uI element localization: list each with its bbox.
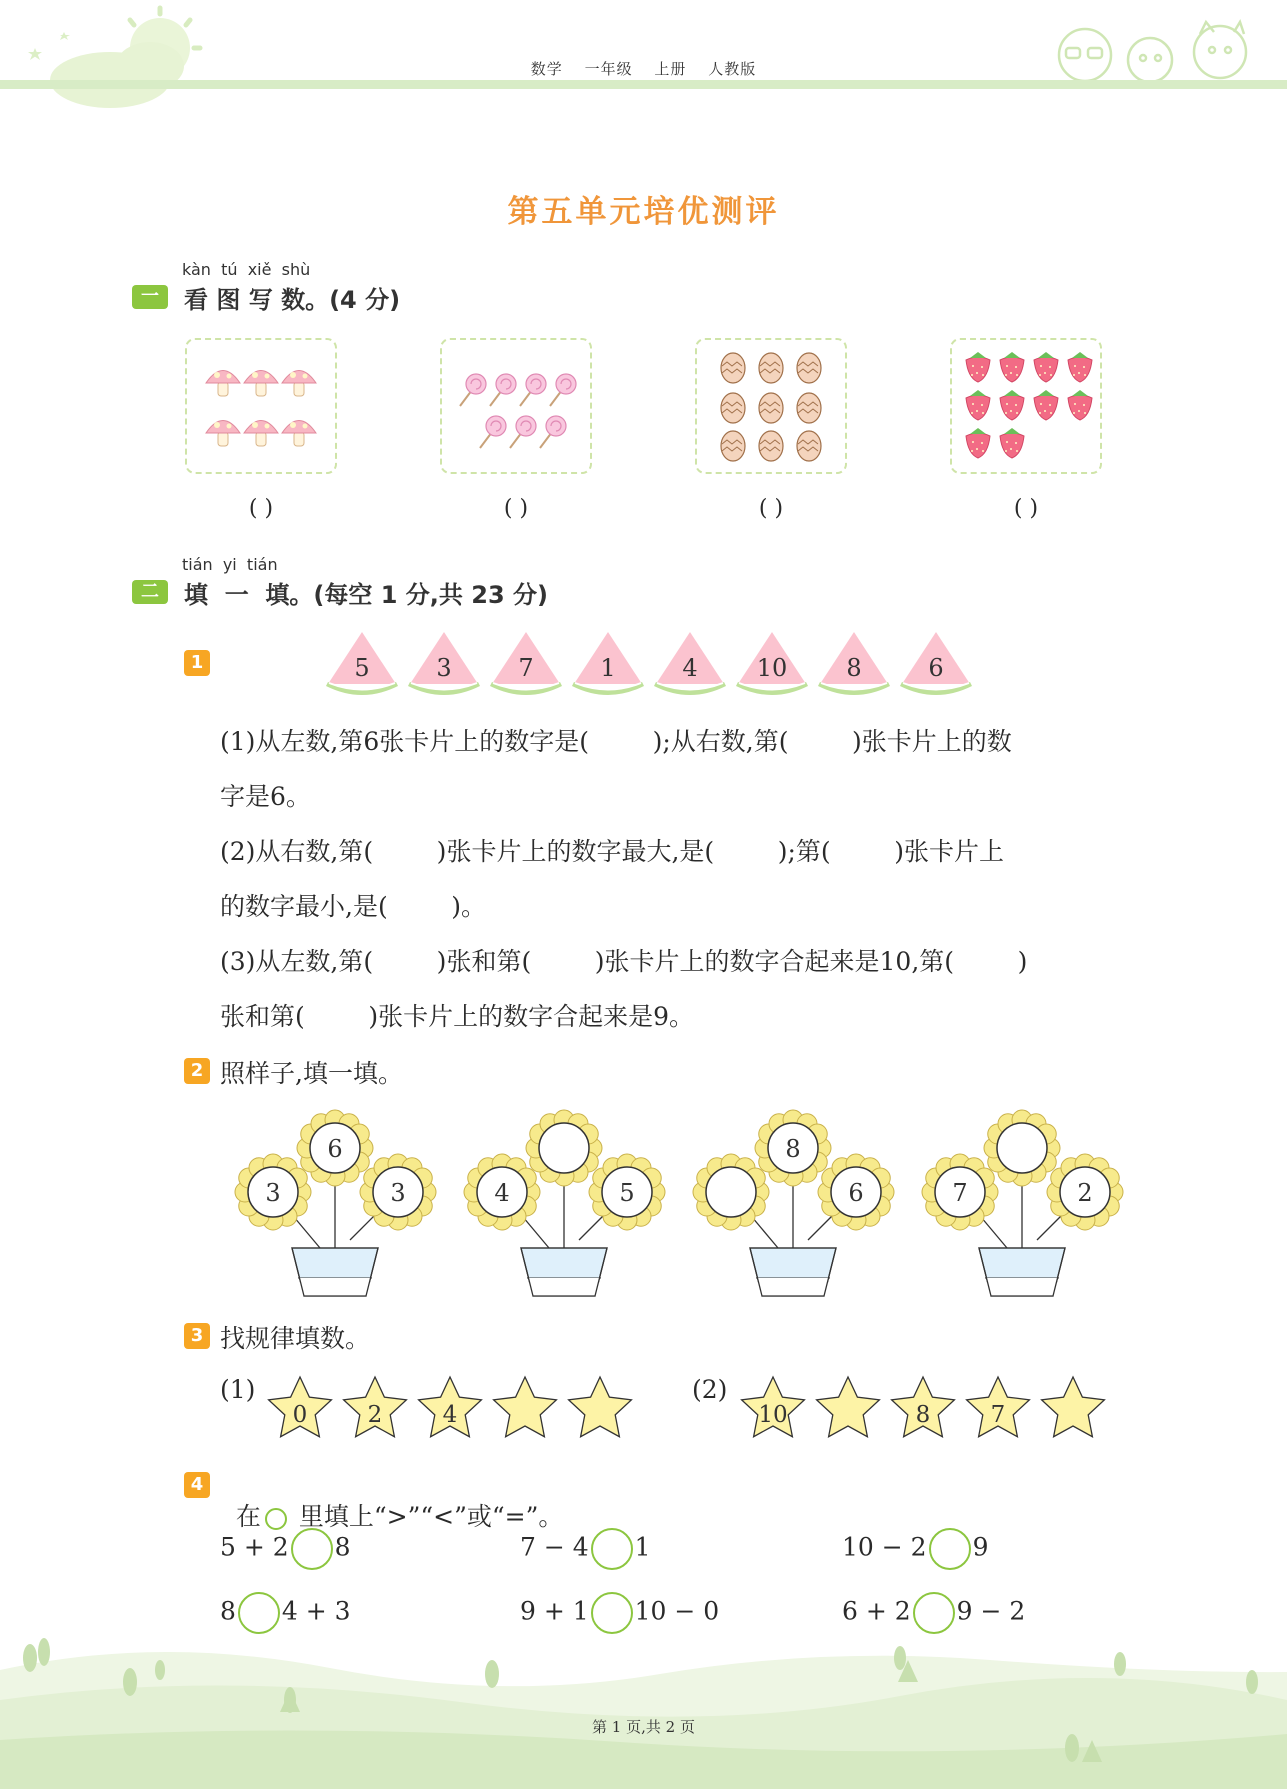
star-sequences <box>260 1370 1110 1450</box>
header-grade: 一年级 <box>584 60 633 78</box>
watermelon-card <box>818 632 890 695</box>
mushroom-icon <box>206 421 240 447</box>
question1-number: 1 <box>184 650 210 676</box>
strawberry-icon <box>1068 352 1092 382</box>
mushroom-icon <box>187 340 335 472</box>
flower-pot <box>464 1110 665 1296</box>
star <box>344 1377 407 1437</box>
q4-text-before: 在 <box>235 1502 261 1531</box>
header-text <box>0 58 1287 79</box>
flower <box>464 1154 540 1230</box>
strawberry-icon <box>966 428 990 458</box>
q1-line: (3)从左数,第( )张和第( )张卡片上的数字合起来是10,第( ) <box>220 947 1028 976</box>
section2-pinyin: tián yi tián <box>182 555 278 574</box>
egg-icon <box>797 393 821 423</box>
lollipop-icon <box>510 416 536 448</box>
star-number: 8 <box>915 1402 931 1428</box>
answer-blank[interactable]: ( ) <box>248 496 274 521</box>
picture-box-mushrooms <box>185 338 337 474</box>
header-volume: 上册 <box>654 60 687 78</box>
compare-item <box>520 1528 651 1570</box>
answer-blank[interactable]: ( ) <box>503 496 529 521</box>
lollipop-icon <box>520 374 546 406</box>
compare-left: 10 − 2 <box>842 1532 927 1562</box>
card-number: 1 <box>600 654 616 682</box>
star <box>1042 1377 1105 1437</box>
egg-icon <box>721 431 745 461</box>
compare-left: 6 + 2 <box>842 1596 911 1626</box>
compare-right: 9 − 2 <box>956 1596 1026 1626</box>
flower-number: 2 <box>1077 1179 1093 1207</box>
egg-icon <box>697 340 845 472</box>
star-number: 4 <box>442 1402 458 1428</box>
flower-number: 8 <box>785 1135 801 1163</box>
strawberry-icon <box>1068 390 1092 420</box>
egg-icon <box>759 431 783 461</box>
card-number: 6 <box>928 654 944 682</box>
header-subject: 数学 <box>530 60 563 78</box>
question2-text: 照样子,填一填。 <box>220 1059 403 1088</box>
question2-number: 2 <box>184 1058 210 1084</box>
star-shape[interactable] <box>1042 1377 1105 1437</box>
header-bar <box>0 80 1287 89</box>
compare-left: 9 + 1 <box>520 1596 589 1626</box>
watermelon-card <box>572 632 644 695</box>
flower <box>526 1110 602 1186</box>
star <box>742 1377 805 1437</box>
answer-blank[interactable]: ( ) <box>758 496 784 521</box>
section2-score: 。(每空 1 分,共 23 分) <box>289 581 548 609</box>
watermelon-card <box>408 632 480 695</box>
compare-circle[interactable] <box>591 1592 633 1634</box>
section1-title: 看 图 写 数 <box>184 286 306 314</box>
mushroom-icon <box>244 371 278 397</box>
star-number: 7 <box>990 1402 1006 1428</box>
watermelon-cards <box>320 628 1000 700</box>
strawberry-icon <box>1000 428 1024 458</box>
flower-number: 3 <box>390 1179 406 1207</box>
flower-number: 6 <box>848 1179 864 1207</box>
q3-part1-label: (1) <box>220 1375 256 1404</box>
mushroom-icon <box>282 371 316 397</box>
q1-line: 字是6。 <box>220 782 311 811</box>
page-title: 第五单元培优测评 <box>507 194 780 230</box>
star <box>569 1377 632 1437</box>
egg-icon <box>797 431 821 461</box>
flower-number: 3 <box>265 1179 281 1207</box>
card-number: 5 <box>354 654 370 682</box>
header-edition: 人教版 <box>708 60 757 78</box>
strawberry-icon <box>966 352 990 382</box>
flower <box>984 1110 1060 1186</box>
flower-number: 4 <box>494 1179 510 1207</box>
q1-line: 的数字最小,是( )。 <box>220 892 487 921</box>
star-shape[interactable] <box>817 1377 880 1437</box>
q1-line: (1)从左数,第6张卡片上的数字是( );从右数,第( )张卡片上的数 <box>220 727 1012 756</box>
star <box>269 1377 332 1437</box>
compare-item <box>520 1592 719 1634</box>
watermelon-card <box>900 632 972 695</box>
section2-badge: 二 <box>132 580 168 604</box>
strawberry-icon <box>1000 352 1024 382</box>
flower-pot <box>235 1110 436 1296</box>
answer-blank[interactable]: ( ) <box>1013 496 1039 521</box>
section1-score: 。(4 分) <box>305 286 401 314</box>
q1-line: (2)从右数,第( )张卡片上的数字最大,是( );第( )张卡片上 <box>220 837 1004 866</box>
flower <box>755 1110 831 1186</box>
footer-landscape <box>0 1630 1287 1789</box>
section1-heading <box>184 280 400 315</box>
star <box>817 1377 880 1437</box>
section1-pinyin: kàn tú xiě shù <box>182 260 311 279</box>
star <box>892 1377 955 1437</box>
question3-number: 3 <box>184 1323 210 1349</box>
compare-right: 10 − 0 <box>634 1596 720 1626</box>
flower <box>297 1110 373 1186</box>
lollipop-icon <box>480 416 506 448</box>
star-shape[interactable] <box>569 1377 632 1437</box>
strawberry-icon <box>952 340 1100 472</box>
compare-item <box>842 1592 1025 1634</box>
section1-badge: 一 <box>132 285 168 309</box>
page-footer: 第 1 页,共 2 页 <box>592 1718 695 1736</box>
compare-right: 4 + 3 <box>281 1596 351 1626</box>
egg-icon <box>759 393 783 423</box>
flower-number: 5 <box>619 1179 635 1207</box>
strawberry-icon <box>1034 352 1058 382</box>
flower <box>235 1154 311 1230</box>
flower-pot <box>922 1110 1123 1296</box>
flower-number: 7 <box>952 1179 968 1207</box>
mushroom-icon <box>206 371 240 397</box>
section2-heading <box>184 575 548 610</box>
star-number: 0 <box>292 1402 308 1428</box>
flower-number: 6 <box>327 1135 343 1163</box>
egg-icon <box>721 393 745 423</box>
picture-box-strawberries <box>950 338 1102 474</box>
strawberry-icon <box>966 390 990 420</box>
compare-circle[interactable] <box>591 1528 633 1570</box>
flower <box>922 1154 998 1230</box>
strawberry-icon <box>1000 390 1024 420</box>
flower-pots <box>210 1100 1130 1300</box>
lollipop-icon <box>460 374 486 406</box>
watermelon-card <box>490 632 562 695</box>
star <box>494 1377 557 1437</box>
card-number: 7 <box>518 654 534 682</box>
watermelon-card <box>736 632 808 695</box>
star <box>967 1377 1030 1437</box>
picture-box-eggs <box>695 338 847 474</box>
watermelon-card <box>654 632 726 695</box>
card-number: 10 <box>756 654 788 682</box>
compare-circle[interactable] <box>929 1528 971 1570</box>
compare-item <box>220 1592 351 1634</box>
question3-text: 找规律填数。 <box>220 1324 371 1353</box>
compare-circle[interactable] <box>291 1528 333 1570</box>
lollipop-icon <box>540 416 566 448</box>
lollipop-icon <box>550 374 576 406</box>
egg-icon <box>797 353 821 383</box>
compare-item <box>220 1528 351 1570</box>
compare-left: 5 + 2 <box>220 1532 289 1562</box>
small-circle-icon <box>265 1508 287 1530</box>
watermelon-card <box>326 632 398 695</box>
lollipop-icon <box>442 340 590 472</box>
flower-center[interactable] <box>539 1123 589 1173</box>
compare-left: 8 <box>220 1596 236 1626</box>
flower <box>693 1154 769 1230</box>
egg-icon <box>759 353 783 383</box>
card-number: 8 <box>846 654 862 682</box>
strawberry-icon <box>1034 390 1058 420</box>
star <box>419 1377 482 1437</box>
section2-title: 填 一 填 <box>184 581 290 609</box>
compare-circle[interactable] <box>238 1592 280 1634</box>
q3-part2-label: (2) <box>692 1375 728 1404</box>
q4-text-after: 里填上“>”“<”或“=”。 <box>290 1502 564 1531</box>
card-number: 3 <box>436 654 452 682</box>
compare-item <box>842 1528 988 1570</box>
mushroom-icon <box>282 421 316 447</box>
star-number: 2 <box>367 1402 383 1428</box>
egg-icon <box>721 353 745 383</box>
mushroom-icon <box>244 421 278 447</box>
compare-left: 7 − 4 <box>520 1532 589 1562</box>
compare-right: 9 <box>972 1532 989 1562</box>
card-number: 4 <box>682 654 698 682</box>
star-shape[interactable] <box>494 1377 557 1437</box>
flower-pot <box>693 1110 894 1296</box>
compare-right: 1 <box>634 1532 651 1562</box>
flower-center[interactable] <box>997 1123 1047 1173</box>
flower-center[interactable] <box>706 1167 756 1217</box>
compare-right: 8 <box>334 1532 351 1562</box>
picture-box-lollipops <box>440 338 592 474</box>
question4-number: 4 <box>184 1472 210 1498</box>
lollipop-icon <box>490 374 516 406</box>
compare-circle[interactable] <box>913 1592 955 1634</box>
question4-text <box>220 1468 563 1533</box>
q1-line: 张和第( )张卡片上的数字合起来是9。 <box>220 1002 694 1031</box>
star-number: 10 <box>758 1402 788 1428</box>
